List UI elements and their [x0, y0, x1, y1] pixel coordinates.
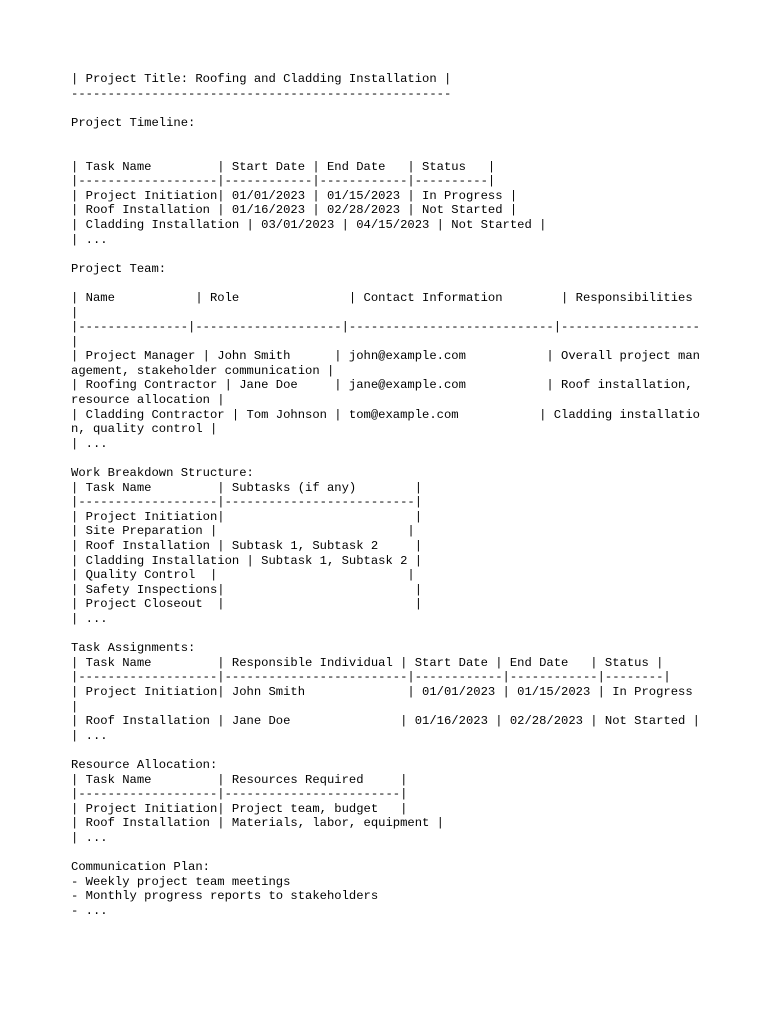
document-line: | Project Initiation| | [71, 509, 423, 524]
document-line: | Project Title: Roofing and Cladding Installation | [71, 72, 452, 86]
document-line: | ... [71, 232, 108, 247]
document-line: | Cladding Installation | Subtask 1, Subtask 2 | [71, 553, 423, 568]
document-line: | Cladding Contractor | Tom Johnson | tom@example.com | Cladding installation, quality control | [71, 407, 700, 437]
document-line: | Site Preparation | | [71, 524, 415, 539]
document-line: | ... [71, 436, 108, 451]
document-line: Communication Plan: [71, 860, 210, 875]
document-line [71, 451, 701, 466]
document-line: |-------------------|------------------------| [71, 787, 408, 802]
document-line: Work Breakdown Structure: [71, 466, 254, 481]
document-line: | Roofing Contractor | Jane Doe | jane@example.com | Roof installation, resource allocation | [71, 378, 700, 408]
document-line: - Weekly project team meetings [71, 874, 291, 889]
document-line: | Safety Inspections| | [71, 582, 423, 597]
document-line: - Monthly progress reports to stakeholders [71, 889, 379, 904]
document-line: | Project Initiation| 01/01/2023 | 01/15/2023 | In Progress | [71, 188, 518, 203]
document-body [71, 72, 715, 918]
document-line: | Roof Installation | 01/16/2023 | 02/28/2023 | Not Started | [71, 203, 518, 218]
document-line [71, 130, 701, 145]
document-line: | ... [71, 728, 108, 743]
document-line [71, 845, 701, 860]
document-line: | Task Name | Start Date | End Date | Status | [71, 159, 496, 174]
document-line: ---------------------------------------------------- [71, 86, 452, 101]
document-line [71, 743, 701, 758]
document-line: - ... [71, 903, 108, 918]
document-line: | Project Closeout | | [71, 597, 423, 612]
document-line: | Cladding Installation | 03/01/2023 | 04/15/2023 | Not Started | [71, 217, 547, 232]
document-line: Project Timeline: [71, 115, 196, 130]
document-line: | Name | Role | Contact Information | Responsibilities | [71, 290, 715, 320]
document-line: |-------------------|-------------------------|------------|------------|--------| [71, 670, 671, 685]
document-line: | ... [71, 611, 108, 626]
document-line: | ... [71, 830, 108, 845]
document-line: | Roof Installation | Jane Doe | 01/16/2023 | 02/28/2023 | Not Started | [71, 714, 700, 729]
document-line [71, 276, 701, 291]
document-line: | Roof Installation | Materials, labor, equipment | [71, 816, 444, 831]
document-line: | Project Initiation| John Smith | 01/01/2023 | 01/15/2023 | In Progress | [71, 684, 700, 714]
document-line: Project Team: [71, 261, 167, 276]
document-line: | Task Name | Subtasks (if any) | [71, 480, 423, 495]
document-line: Task Assignments: [71, 641, 196, 656]
document-line: | Task Name | Resources Required | [71, 772, 408, 787]
document-line: | Task Name | Responsible Individual | Start Date | End Date | Status | [71, 655, 664, 670]
document-line [71, 101, 701, 116]
document-line [71, 145, 701, 160]
document-line: |---------------|--------------------|----------------------------|-------------------| [71, 320, 700, 349]
document-line: |-------------------|--------------------------| [71, 495, 423, 510]
document-line: | Project Initiation| Project team, budget | [71, 801, 408, 816]
document-line [71, 627, 701, 642]
document-line: | Project Manager | John Smith | john@example.com | Overall project management, stakeholder communication | [71, 349, 700, 378]
document-line: Resource Allocation: [71, 757, 218, 772]
document-line: | Roof Installation | Subtask 1, Subtask 2 | [71, 539, 423, 553]
document-line [71, 247, 701, 262]
document-line: | Quality Control | | [71, 568, 415, 583]
document-line: |-------------------|------------|------------|----------| [71, 174, 496, 189]
